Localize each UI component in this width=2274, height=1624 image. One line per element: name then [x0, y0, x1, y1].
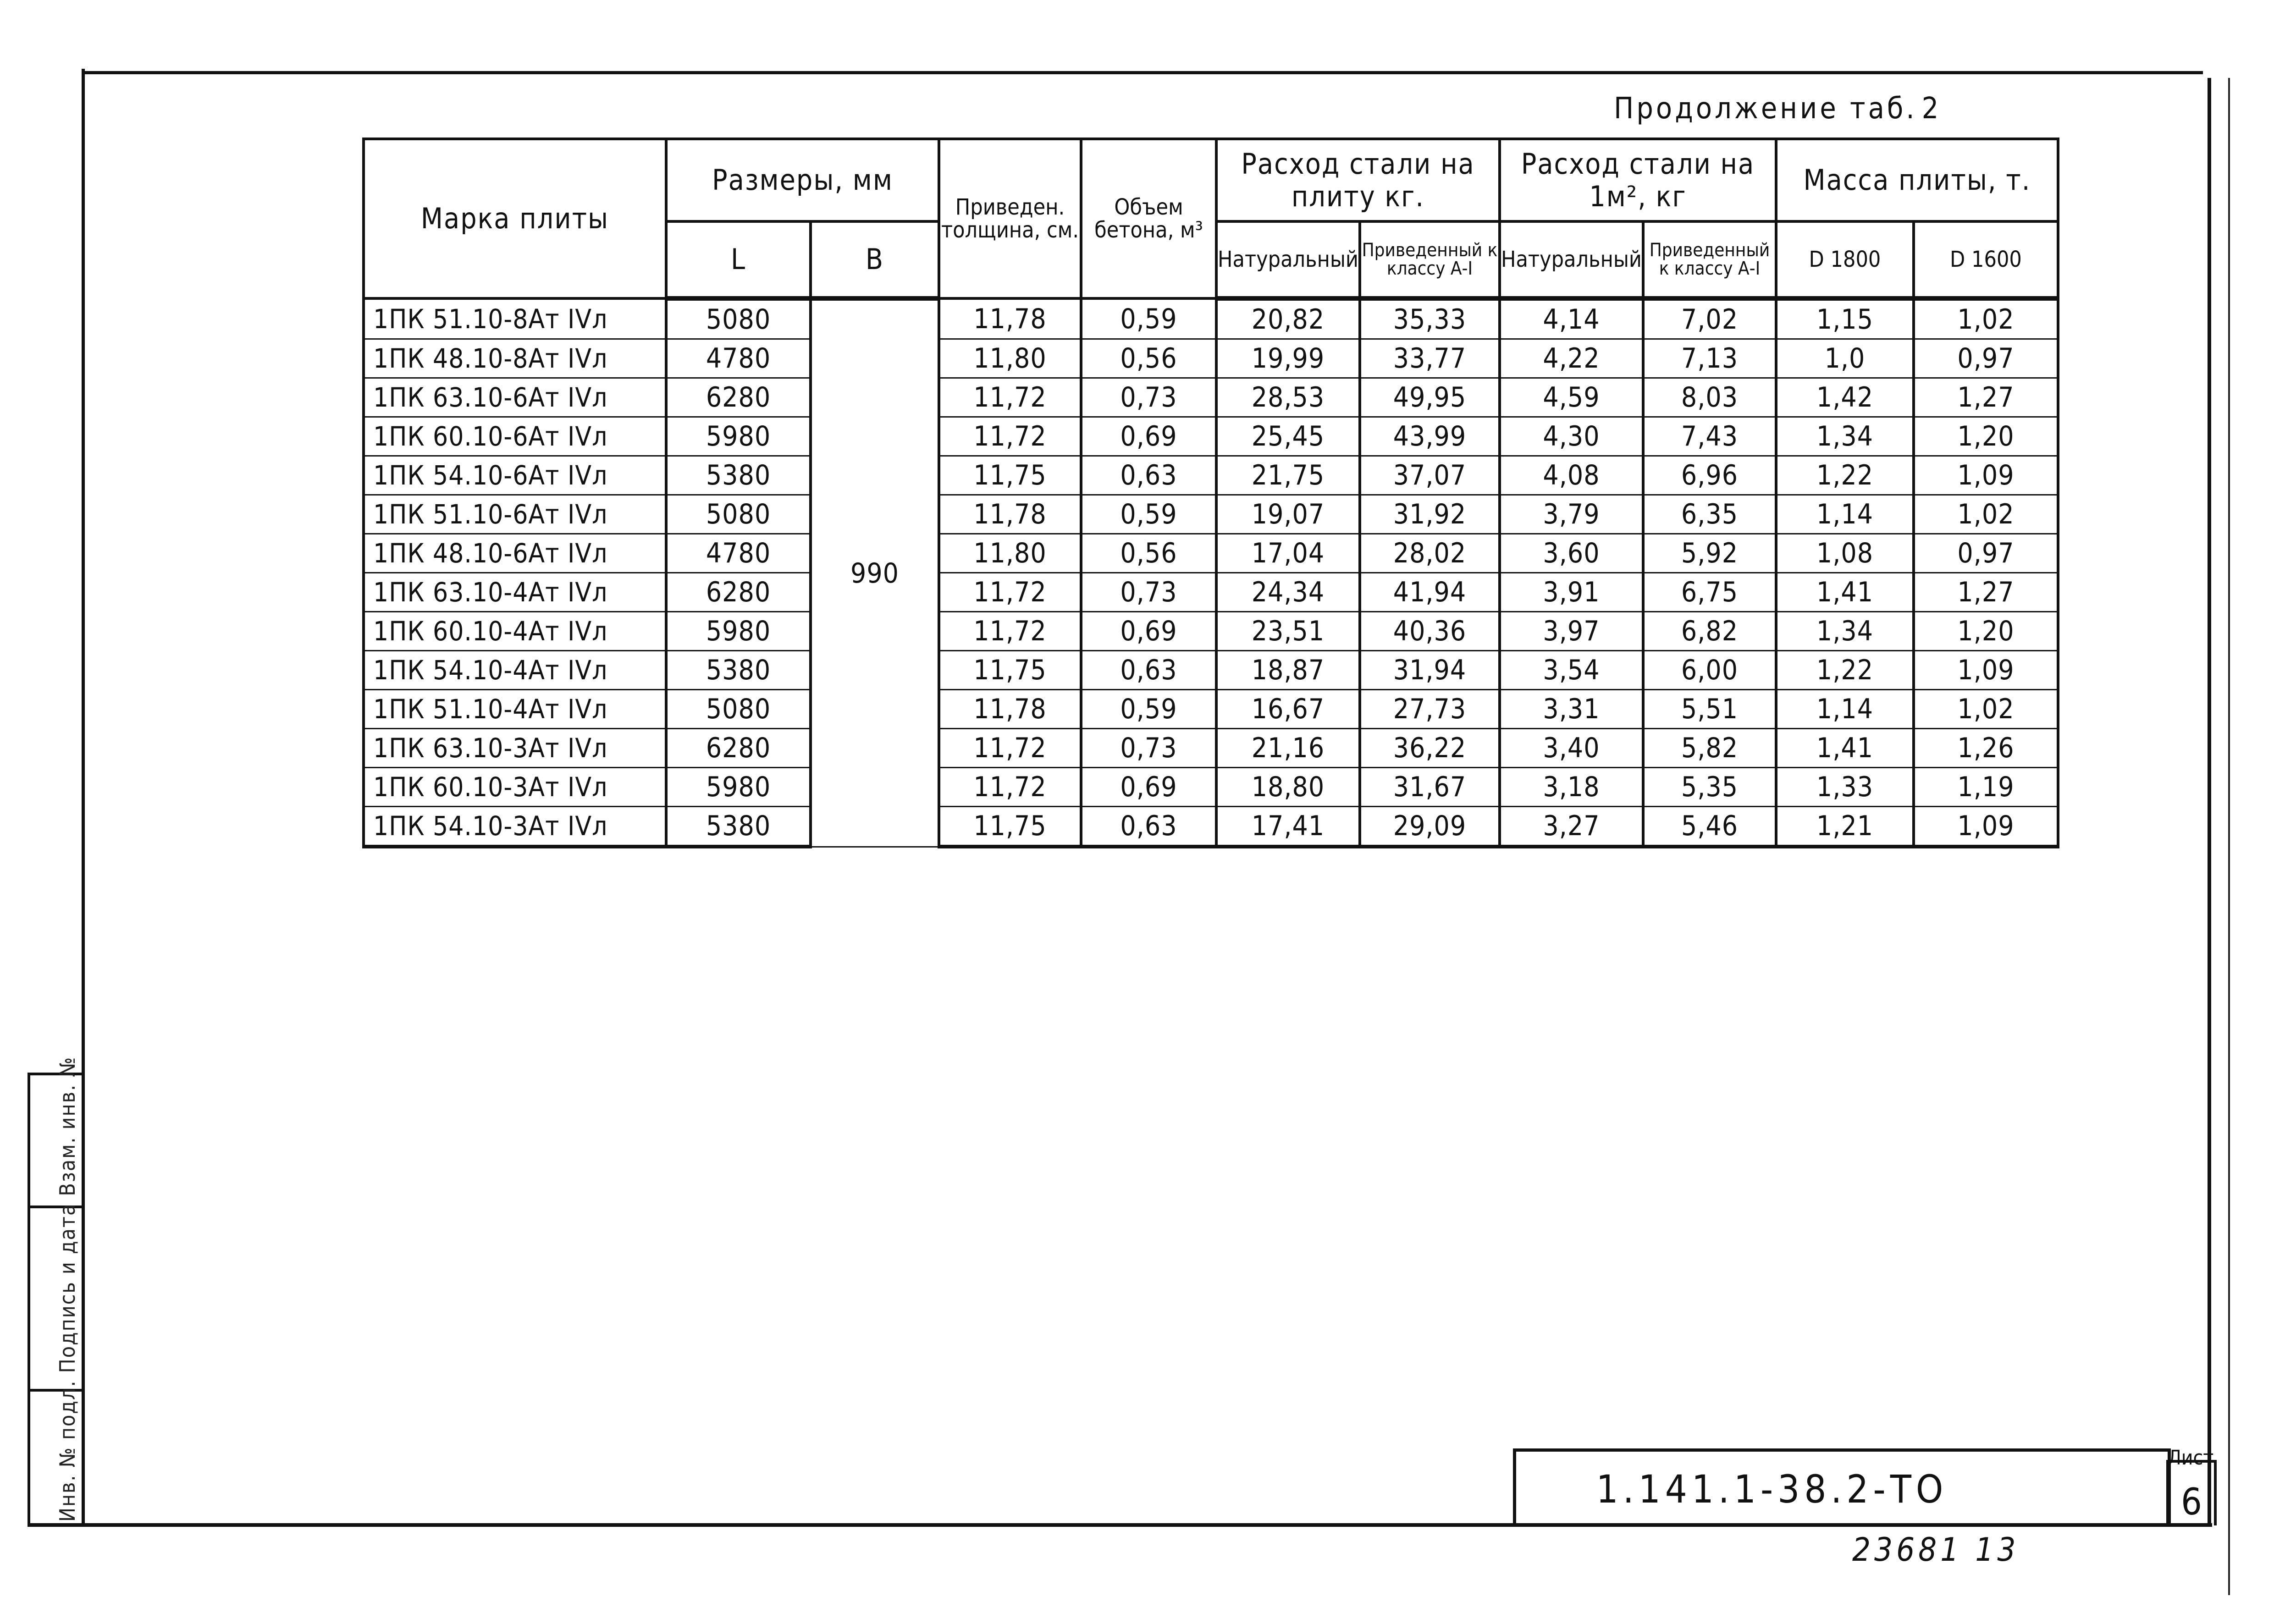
cell-mass-d1600: 1,26	[1914, 729, 2058, 768]
cell-m2-natural: 3,60	[1500, 534, 1643, 573]
cell-steel-reduced: 36,22	[1360, 729, 1500, 768]
cell-mass-d1800: 1,42	[1776, 378, 1914, 417]
cell-volume: 0,63	[1081, 807, 1216, 847]
cell-thickness: 11,72	[939, 417, 1081, 456]
cell-volume: 0,69	[1081, 612, 1216, 651]
cell-steel-reduced: 40,36	[1360, 612, 1500, 651]
cell-steel-reduced: 43,99	[1360, 417, 1500, 456]
cell-thickness: 11,80	[939, 534, 1081, 573]
cell-m2-reduced: 6,00	[1643, 651, 1776, 690]
cell-m2-natural: 3,54	[1500, 651, 1643, 690]
cell-mark: 1ПК 60.10-3Ат IVл	[364, 768, 666, 807]
cell-thickness: 11,78	[939, 690, 1081, 729]
cell-thickness: 11,75	[939, 651, 1081, 690]
cell-mark: 1ПК 60.10-4Ат IVл	[364, 612, 666, 651]
archive-number: 23681 13	[1852, 1531, 2020, 1569]
cell-mark: 1ПК 63.10-6Ат IVл	[364, 378, 666, 417]
cell-steel-reduced: 31,94	[1360, 651, 1500, 690]
cell-thickness: 11,72	[939, 612, 1081, 651]
cell-m2-natural: 4,14	[1500, 298, 1643, 339]
cell-mark: 1ПК 54.10-6Ат IVл	[364, 456, 666, 495]
cell-m2-natural: 4,59	[1500, 378, 1643, 417]
cell-steel-reduced: 28,02	[1360, 534, 1500, 573]
cell-mass-d1600: 1,09	[1914, 456, 2058, 495]
cell-m2-reduced: 5,92	[1643, 534, 1776, 573]
table-caption-text: Продолжение таб.	[1614, 92, 1917, 126]
header-steel-per-m2: Расход стали на 1м², кг	[1500, 139, 1776, 221]
frame-left-border	[82, 69, 85, 1526]
cell-m2-reduced: 5,82	[1643, 729, 1776, 768]
cell-width: 990	[811, 298, 939, 847]
cell-steel-reduced: 33,77	[1360, 339, 1500, 378]
table-row	[364, 378, 2058, 417]
cell-steel-reduced: 49,95	[1360, 378, 1500, 417]
cell-steel-natural: 20,82	[1216, 298, 1360, 339]
header-concrete-volume: Объем бетона, м³	[1081, 139, 1216, 298]
header-steel-per-plate: Расход стали на плиту кг.	[1216, 139, 1500, 221]
cell-length: 4780	[666, 534, 811, 573]
cell-mass-d1800: 1,34	[1776, 417, 1914, 456]
frame-right-border	[2208, 78, 2211, 1526]
cell-mass-d1800: 1,41	[1776, 573, 1914, 612]
cell-length: 6280	[666, 729, 811, 768]
cell-volume: 0,63	[1081, 651, 1216, 690]
cell-volume: 0,63	[1081, 456, 1216, 495]
cell-mark: 1ПК 63.10-4Ат IVл	[364, 573, 666, 612]
cell-steel-natural: 21,75	[1216, 456, 1360, 495]
cell-steel-reduced: 29,09	[1360, 807, 1500, 847]
table-row	[364, 495, 2058, 534]
cell-mass-d1600: 1,19	[1914, 768, 2058, 807]
frame-top-border	[85, 71, 2203, 74]
cell-m2-reduced: 5,51	[1643, 690, 1776, 729]
header-m2-natural: Натуральный	[1500, 221, 1643, 298]
cell-length: 5380	[666, 807, 811, 847]
cell-mark: 1ПК 60.10-6Ат IVл	[364, 417, 666, 456]
cell-steel-reduced: 31,92	[1360, 495, 1500, 534]
cell-m2-natural: 3,31	[1500, 690, 1643, 729]
cell-length: 5380	[666, 651, 811, 690]
cell-m2-natural: 3,27	[1500, 807, 1643, 847]
cell-m2-reduced: 6,82	[1643, 612, 1776, 651]
cell-mass-d1600: 1,20	[1914, 417, 2058, 456]
cell-volume: 0,73	[1081, 378, 1216, 417]
header-mass-d1800: D 1800	[1776, 221, 1914, 298]
cell-m2-natural: 3,18	[1500, 768, 1643, 807]
cell-mass-d1800: 1,15	[1776, 298, 1914, 339]
cell-mass-d1800: 1,22	[1776, 651, 1914, 690]
cell-mass-d1800: 1,41	[1776, 729, 1914, 768]
table-row	[364, 456, 2058, 495]
table-row	[364, 651, 2058, 690]
cell-mark: 1ПК 63.10-3Ат IVл	[364, 729, 666, 768]
cell-volume: 0,56	[1081, 339, 1216, 378]
cell-steel-natural: 21,16	[1216, 729, 1360, 768]
cell-mass-d1600: 1,27	[1914, 378, 2058, 417]
cell-steel-reduced: 35,33	[1360, 298, 1500, 339]
cell-volume: 0,56	[1081, 534, 1216, 573]
cell-mass-d1600: 1,20	[1914, 612, 2058, 651]
cell-thickness: 11,72	[939, 378, 1081, 417]
cell-m2-reduced: 7,02	[1643, 298, 1776, 339]
cell-steel-natural: 19,07	[1216, 495, 1360, 534]
cell-mass-d1800: 1,14	[1776, 690, 1914, 729]
cell-mass-d1600: 1,02	[1914, 495, 2058, 534]
cell-mass-d1600: 0,97	[1914, 534, 2058, 573]
cell-thickness: 11,80	[939, 339, 1081, 378]
cell-m2-natural: 4,22	[1500, 339, 1643, 378]
binding-strip-text: Инв. № подл. Подпись и дата Взам. инв. №	[55, 1056, 80, 1522]
cell-mass-d1600: 1,02	[1914, 298, 2058, 339]
cell-m2-reduced: 5,46	[1643, 807, 1776, 847]
header-dimensions: Размеры, мм	[666, 139, 939, 221]
cell-steel-natural: 28,53	[1216, 378, 1360, 417]
cell-mass-d1800: 1,22	[1776, 456, 1914, 495]
document-code: 1.141.1-38.2-ТО	[1596, 1467, 1948, 1512]
header-mass-d1600: D 1600	[1914, 221, 2058, 298]
cell-length: 5980	[666, 612, 811, 651]
cell-length: 5980	[666, 417, 811, 456]
cell-volume: 0,73	[1081, 729, 1216, 768]
header-steel-reduced: Приведенный к классу А-I	[1360, 221, 1500, 298]
cell-mass-d1800: 1,33	[1776, 768, 1914, 807]
table-caption-number: 2	[1921, 92, 1942, 126]
cell-length: 5080	[666, 298, 811, 339]
cell-length: 6280	[666, 378, 811, 417]
cell-mark: 1ПК 54.10-3Ат IVл	[364, 807, 666, 847]
cell-length: 5980	[666, 768, 811, 807]
cell-mass-d1600: 1,09	[1914, 651, 2058, 690]
cell-m2-natural: 3,79	[1500, 495, 1643, 534]
cell-steel-natural: 16,67	[1216, 690, 1360, 729]
cell-steel-natural: 17,41	[1216, 807, 1360, 847]
cell-volume: 0,59	[1081, 495, 1216, 534]
cell-volume: 0,59	[1081, 298, 1216, 339]
sheet-number: 6	[2181, 1481, 2202, 1523]
cell-mass-d1800: 1,0	[1776, 339, 1914, 378]
cell-steel-natural: 18,87	[1216, 651, 1360, 690]
plates-table	[362, 138, 2059, 848]
cell-m2-natural: 4,30	[1500, 417, 1643, 456]
cell-m2-natural: 3,91	[1500, 573, 1643, 612]
cell-mark: 1ПК 48.10-6Ат IVл	[364, 534, 666, 573]
cell-m2-reduced: 6,75	[1643, 573, 1776, 612]
cell-volume: 0,69	[1081, 417, 1216, 456]
cell-thickness: 11,75	[939, 807, 1081, 847]
table-row	[364, 339, 2058, 378]
cell-m2-reduced: 6,96	[1643, 456, 1776, 495]
cell-thickness: 11,78	[939, 495, 1081, 534]
cell-steel-reduced: 27,73	[1360, 690, 1500, 729]
cell-m2-natural: 3,40	[1500, 729, 1643, 768]
cell-steel-natural: 17,04	[1216, 534, 1360, 573]
cell-mass-d1600: 1,09	[1914, 807, 2058, 847]
table-row	[364, 729, 2058, 768]
table-row	[364, 573, 2058, 612]
cell-length: 5380	[666, 456, 811, 495]
header-dim-B: B	[811, 221, 939, 298]
header-m2-reduced: Приведенный к классу А-I	[1643, 221, 1776, 298]
cell-m2-natural: 4,08	[1500, 456, 1643, 495]
cell-m2-reduced: 8,03	[1643, 378, 1776, 417]
cell-m2-natural: 3,97	[1500, 612, 1643, 651]
cell-mass-d1800: 1,14	[1776, 495, 1914, 534]
cell-m2-reduced: 7,13	[1643, 339, 1776, 378]
cell-thickness: 11,72	[939, 573, 1081, 612]
cell-steel-natural: 25,45	[1216, 417, 1360, 456]
cell-thickness: 11,78	[939, 298, 1081, 339]
cell-m2-reduced: 7,43	[1643, 417, 1776, 456]
cell-thickness: 11,75	[939, 456, 1081, 495]
cell-mass-d1600: 0,97	[1914, 339, 2058, 378]
table-row	[364, 612, 2058, 651]
header-thickness: Приведен. толщина, см.	[939, 139, 1081, 298]
cell-mark: 1ПК 51.10-8Ат IVл	[364, 298, 666, 339]
cell-mass-d1800: 1,08	[1776, 534, 1914, 573]
cell-steel-natural: 23,51	[1216, 612, 1360, 651]
cell-mark: 1ПК 51.10-6Ат IVл	[364, 495, 666, 534]
cell-thickness: 11,72	[939, 729, 1081, 768]
cell-steel-natural: 19,99	[1216, 339, 1360, 378]
cell-volume: 0,73	[1081, 573, 1216, 612]
table-row	[364, 768, 2058, 807]
header-dim-L: L	[666, 221, 811, 298]
cell-length: 5080	[666, 495, 811, 534]
cell-steel-reduced: 31,67	[1360, 768, 1500, 807]
cell-steel-natural: 18,80	[1216, 768, 1360, 807]
cell-steel-reduced: 37,07	[1360, 456, 1500, 495]
table-row	[364, 298, 2058, 339]
cell-mass-d1600: 1,27	[1914, 573, 2058, 612]
header-mass: Масса плиты, т.	[1776, 139, 2058, 221]
cell-mark: 1ПК 51.10-4Ат IVл	[364, 690, 666, 729]
cell-mass-d1600: 1,02	[1914, 690, 2058, 729]
cell-thickness: 11,72	[939, 768, 1081, 807]
table-row	[364, 534, 2058, 573]
cell-mark: 1ПК 48.10-8Ат IVл	[364, 339, 666, 378]
table-caption	[1614, 92, 1941, 126]
frame-trim-line	[2228, 78, 2230, 1595]
cell-length: 4780	[666, 339, 811, 378]
table-row	[364, 417, 2058, 456]
cell-mark: 1ПК 54.10-4Ат IVл	[364, 651, 666, 690]
header-mark: Марка плиты	[364, 139, 666, 298]
sheet-label: Лист	[2168, 1446, 2214, 1470]
cell-length: 6280	[666, 573, 811, 612]
cell-m2-reduced: 5,35	[1643, 768, 1776, 807]
cell-m2-reduced: 6,35	[1643, 495, 1776, 534]
cell-mass-d1800: 1,21	[1776, 807, 1914, 847]
header-steel-natural: Натуральный	[1216, 221, 1360, 298]
table-row	[364, 807, 2058, 847]
cell-steel-reduced: 41,94	[1360, 573, 1500, 612]
cell-steel-natural: 24,34	[1216, 573, 1360, 612]
table-row	[364, 690, 2058, 729]
cell-volume: 0,59	[1081, 690, 1216, 729]
cell-volume: 0,69	[1081, 768, 1216, 807]
cell-length: 5080	[666, 690, 811, 729]
cell-mass-d1800: 1,34	[1776, 612, 1914, 651]
